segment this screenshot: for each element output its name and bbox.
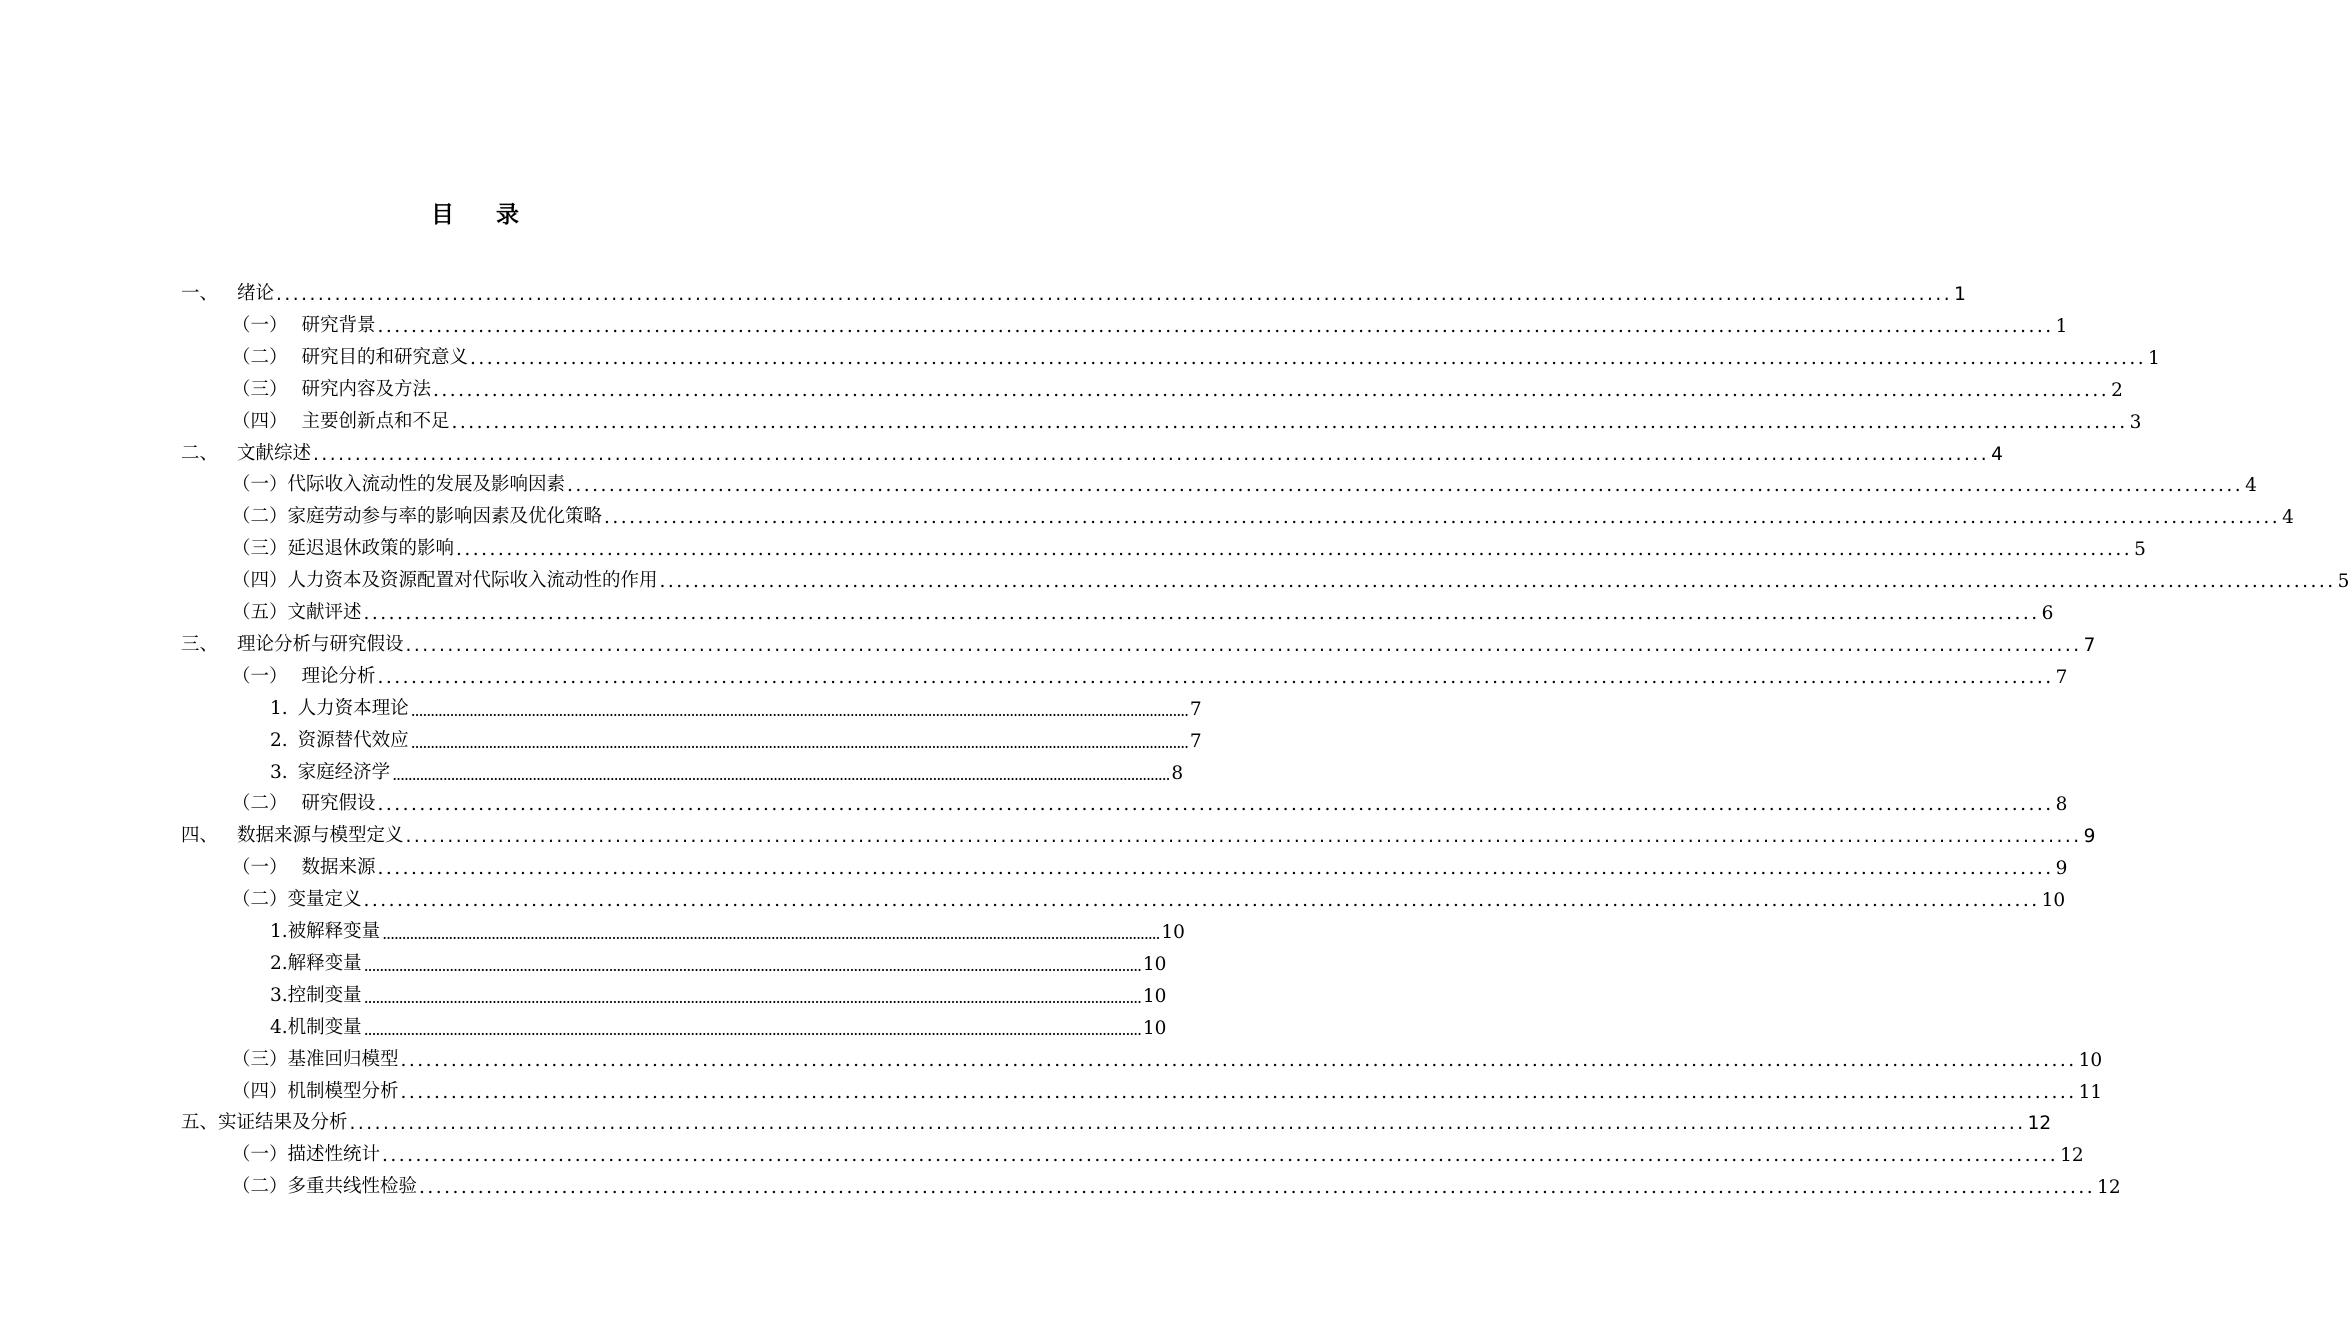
toc-page-number: 10 (1142, 953, 1167, 975)
toc-entry-text: 控制变量 (287, 984, 362, 1006)
toc-entry-label (270, 949, 362, 975)
toc-entry[interactable] (270, 752, 1184, 784)
toc-entry-text: 绪论 (237, 283, 275, 304)
toc-entry-label (270, 694, 409, 720)
toc-entry-text: 研究背景 (301, 314, 376, 336)
toc-entry[interactable] (232, 1166, 2121, 1199)
toc-entry-number: （四） (232, 410, 288, 432)
toc-entry-text: 机制模型分析 (287, 1080, 399, 1102)
toc-dot-leader: ........................................................................................................................................................................................................ (382, 1145, 2059, 1167)
toc-page-number: 12 (2060, 1145, 2084, 1167)
toc-entry[interactable] (181, 624, 2096, 656)
toc-entry-number: （一） (232, 665, 288, 687)
toc-page-number: 1 (1954, 284, 1966, 305)
toc-dot-leader: ........................................................................................................................................................................................................ (392, 764, 1170, 784)
toc-entry-label (181, 630, 404, 656)
toc-page-number: 10 (1161, 922, 1185, 943)
toc-entry-number: （三） (232, 378, 288, 400)
title-char-1: 目 (431, 202, 454, 228)
toc-page-number: 12 (2097, 1177, 2121, 1199)
page-title (0, 196, 950, 229)
toc-entry-label (232, 1077, 399, 1103)
toc-entry-text: 家庭劳动参与率的影响因素及优化策略 (287, 506, 603, 528)
toc-page-number: 4 (1991, 443, 2003, 465)
toc-entry-label (270, 917, 380, 943)
toc-entry[interactable] (232, 369, 2123, 401)
toc-entry-number: 2. (270, 729, 288, 751)
toc-dot-leader: ........................................................................................................................................................................................................ (377, 858, 2054, 880)
toc-page-number: 10 (1142, 985, 1167, 1007)
toc-entry-text: 解释变量 (287, 952, 362, 974)
toc-dot-leader: ........................................................................................................................................................................................................ (363, 987, 1141, 1007)
toc-entry-text: 机制变量 (287, 1016, 362, 1038)
toc-entry-text: 基准回归模型 (287, 1048, 399, 1070)
toc-page-number: 4 (2282, 507, 2294, 529)
toc-page-number: 8 (1171, 762, 1184, 784)
toc-entry-text: 描述性统计 (287, 1144, 381, 1166)
toc-entry-number: 1. (270, 921, 288, 942)
toc-entry-label (232, 598, 362, 624)
toc-entry[interactable] (181, 433, 2003, 465)
toc-page-number: 9 (2083, 826, 2096, 848)
toc-entry-number: （二） (232, 889, 288, 911)
toc-page-number: 10 (2078, 1049, 2103, 1071)
toc-entry-text: 文献评述 (287, 602, 362, 623)
toc-page-number: 9 (2055, 858, 2068, 880)
toc-dot-leader: ........................................................................................................................................................................................................ (410, 732, 1188, 752)
toc-entry-text: 人力资本理论 (297, 697, 409, 719)
toc-entry-number: （二） (232, 793, 288, 815)
toc-entry[interactable] (232, 560, 2349, 593)
toc-entry-number: （三） (232, 1048, 288, 1070)
toc-dot-leader: ........................................................................................................................................................................................................ (349, 1113, 2026, 1135)
toc-dot-leader: ........................................................................................................................................................................................................ (567, 475, 2244, 497)
toc-entry-text: 变量定义 (287, 889, 362, 911)
toc-page-number: 12 (2027, 1113, 2052, 1135)
toc-entry-text: 多重共线性检验 (287, 1176, 418, 1198)
toc-page-number: 5 (2134, 539, 2146, 561)
toc-page-number: 4 (2245, 475, 2257, 497)
toc-dot-leader: ........................................................................................................................................................................................................ (363, 890, 2040, 912)
toc-entry-number: （二） (232, 1176, 288, 1198)
toc-dot-leader: ........................................................................................................................................................................................................ (276, 284, 1953, 305)
toc-entry-label (232, 502, 602, 528)
toc-entry-number: （四） (232, 570, 288, 592)
toc-dot-leader: ........................................................................................................................................................................................................ (433, 379, 2110, 401)
toc-page-number: 7 (2055, 666, 2068, 688)
toc-dot-leader: ........................................................................................................................................................................................................ (400, 1081, 2077, 1103)
toc-page-number: 10 (2041, 890, 2066, 912)
toc-dot-leader: ........................................................................................................................................................................................................ (400, 1049, 2077, 1071)
toc-entry-number: 3. (270, 761, 288, 783)
toc-entry-number: 二、 (181, 442, 219, 464)
toc-entry-text: 家庭经济学 (297, 761, 391, 783)
toc-entry-label (232, 662, 376, 688)
toc-entry-label (232, 470, 565, 496)
toc-entry[interactable] (232, 1071, 2103, 1103)
toc-entry-number: （二） (232, 346, 288, 368)
toc-entry-number: 2. (270, 952, 288, 974)
toc-page-number: 7 (1189, 698, 1202, 720)
toc-entry-number: 五、 (181, 1112, 219, 1134)
toc-page-number: 7 (2083, 634, 2096, 656)
toc-entry-label (270, 758, 390, 784)
toc-dot-leader: ........................................................................................................................................................................................................ (363, 1019, 1141, 1039)
toc-entry-number: 一、 (181, 283, 219, 304)
toc-entry[interactable] (232, 337, 2160, 369)
toc-dot-leader: ........................................................................................................................................................................................................ (382, 924, 1160, 943)
toc-entry[interactable] (232, 496, 2294, 529)
toc-entry-text: 资源替代效应 (297, 729, 409, 751)
toc-entry-text: 实证结果及分析 (218, 1112, 348, 1134)
toc-entry[interactable] (232, 847, 2068, 880)
toc-dot-leader: ........................................................................................................................................................................................................ (470, 347, 2147, 369)
toc-entry-text: 人力资本及资源配置对代际收入流动性的作用 (287, 570, 658, 592)
toc-entry-label (181, 279, 274, 305)
toc-entry-number: （一） (232, 1144, 288, 1166)
toc-entry-text: 文献综述 (237, 442, 312, 464)
toc-entry-label (270, 1013, 362, 1039)
toc-dot-leader: ........................................................................................................................................................................................................ (456, 539, 2133, 561)
toc-entry[interactable] (232, 401, 2142, 433)
toc-entry[interactable] (232, 1134, 2084, 1167)
toc-entry-number: （一） (232, 314, 288, 336)
toc-entry-label (232, 885, 362, 911)
toc-entry-label (270, 981, 362, 1007)
toc-dot-leader: ........................................................................................................................................................................................................ (377, 794, 2054, 816)
toc-entry-number: 3. (270, 984, 288, 1006)
toc-dot-leader: ........................................................................................................................................................................................................ (410, 700, 1188, 720)
toc-page-number: 3 (2129, 411, 2142, 433)
toc-entry-label (181, 439, 311, 465)
toc-entry[interactable] (232, 656, 2068, 688)
toc-dot-leader: ........................................................................................................................................................................................................ (363, 955, 1141, 975)
toc-entry-text: 理论分析 (301, 665, 376, 687)
toc-page-number: 10 (1142, 1017, 1167, 1039)
toc-dot-leader: ........................................................................................................................................................................................................ (405, 826, 2082, 848)
toc-entry-text: 研究内容及方法 (301, 378, 432, 400)
toc-entry[interactable] (232, 592, 2054, 624)
toc-entry-label (232, 407, 450, 433)
toc-entry-text: 研究假设 (301, 793, 376, 815)
toc-entry[interactable] (270, 720, 1202, 752)
toc-page-number: 7 (1189, 730, 1202, 752)
toc-entry-label (232, 1172, 417, 1198)
title-char-2: 录 (496, 202, 519, 228)
toc-dot-leader: ........................................................................................................................................................................................................ (659, 571, 2336, 593)
toc-entry[interactable] (181, 1102, 2052, 1135)
toc-entry-number: 1. (270, 697, 288, 719)
toc-entry-number: （五） (232, 602, 288, 623)
toc-entry-text: 主要创新点和不足 (301, 410, 450, 432)
toc-entry[interactable] (232, 879, 2066, 912)
toc-entry[interactable] (270, 1007, 1167, 1039)
toc-entry-label (232, 566, 658, 592)
toc-dot-leader: ........................................................................................................................................................................................................ (377, 666, 2054, 688)
toc-entry-label (181, 1108, 348, 1134)
toc-entry-label (232, 853, 376, 879)
toc-entry[interactable] (270, 943, 1167, 975)
toc-dot-leader: ........................................................................................................................................................................................................ (377, 315, 2054, 337)
toc-entry-text: 数据来源 (301, 857, 376, 879)
toc-entry-label (232, 343, 468, 369)
toc-entry-label (270, 726, 409, 752)
toc-entry-number: 4. (270, 1016, 288, 1038)
toc-dot-leader: ........................................................................................................................................................................................................ (363, 603, 2040, 624)
toc-entry-number: （三） (232, 538, 288, 560)
toc-entry-label (232, 1140, 380, 1166)
toc-entry-text: 延迟退休政策的影响 (287, 538, 455, 560)
toc-entry-text: 被解释变量 (287, 921, 381, 942)
toc-entry-text: 研究目的和研究意义 (301, 346, 469, 368)
toc-entry-label (232, 375, 431, 401)
toc-entry-label (232, 311, 376, 337)
toc-page-number: 5 (2337, 571, 2349, 593)
toc-entry-number: 四、 (181, 825, 219, 847)
toc-entry[interactable] (232, 1039, 2103, 1071)
toc-dot-leader: ........................................................................................................................................................................................................ (604, 507, 2281, 529)
toc-dot-leader: ........................................................................................................................................................................................................ (313, 443, 1990, 465)
toc-page-number: 6 (2041, 603, 2054, 624)
toc-page-number: 8 (2055, 794, 2068, 816)
toc-entry[interactable] (270, 688, 1202, 720)
toc-entry-label (232, 534, 454, 560)
toc-dot-leader: ........................................................................................................................................................................................................ (405, 634, 2082, 656)
toc-entry[interactable] (232, 528, 2146, 561)
toc-page-number: 2 (2111, 379, 2123, 401)
toc-page-number: 11 (2078, 1081, 2103, 1103)
toc-entry-text: 代际收入流动性的发展及影响因素 (287, 474, 566, 496)
toc-entry[interactable] (181, 815, 2096, 848)
toc-entry[interactable] (181, 273, 1966, 305)
toc-entry[interactable] (270, 911, 1185, 943)
toc-entry-number: （一） (232, 474, 288, 496)
toc-page-number: 1 (2148, 347, 2160, 369)
toc-entry-label (232, 1045, 399, 1071)
toc-entry-text: 数据来源与模型定义 (237, 825, 404, 847)
toc-entry[interactable] (232, 464, 2257, 497)
toc-page-number: 1 (2055, 315, 2068, 337)
toc-entry[interactable] (270, 975, 1167, 1007)
toc-entry-number: 三、 (181, 633, 219, 655)
toc-dot-leader: ........................................................................................................................................................................................................ (451, 411, 2128, 433)
toc-entry-text: 理论分析与研究假设 (237, 633, 404, 655)
toc-entry-number: （四） (232, 1080, 288, 1102)
toc-entry-number: （二） (232, 506, 288, 528)
toc-entry[interactable] (232, 783, 2068, 816)
toc-entry-label (181, 821, 404, 847)
toc-entry-label (232, 789, 376, 815)
toc-entry-number: （一） (232, 857, 288, 879)
toc-entry[interactable] (232, 305, 2068, 337)
toc-dot-leader: ........................................................................................................................................................................................................ (419, 1177, 2096, 1199)
